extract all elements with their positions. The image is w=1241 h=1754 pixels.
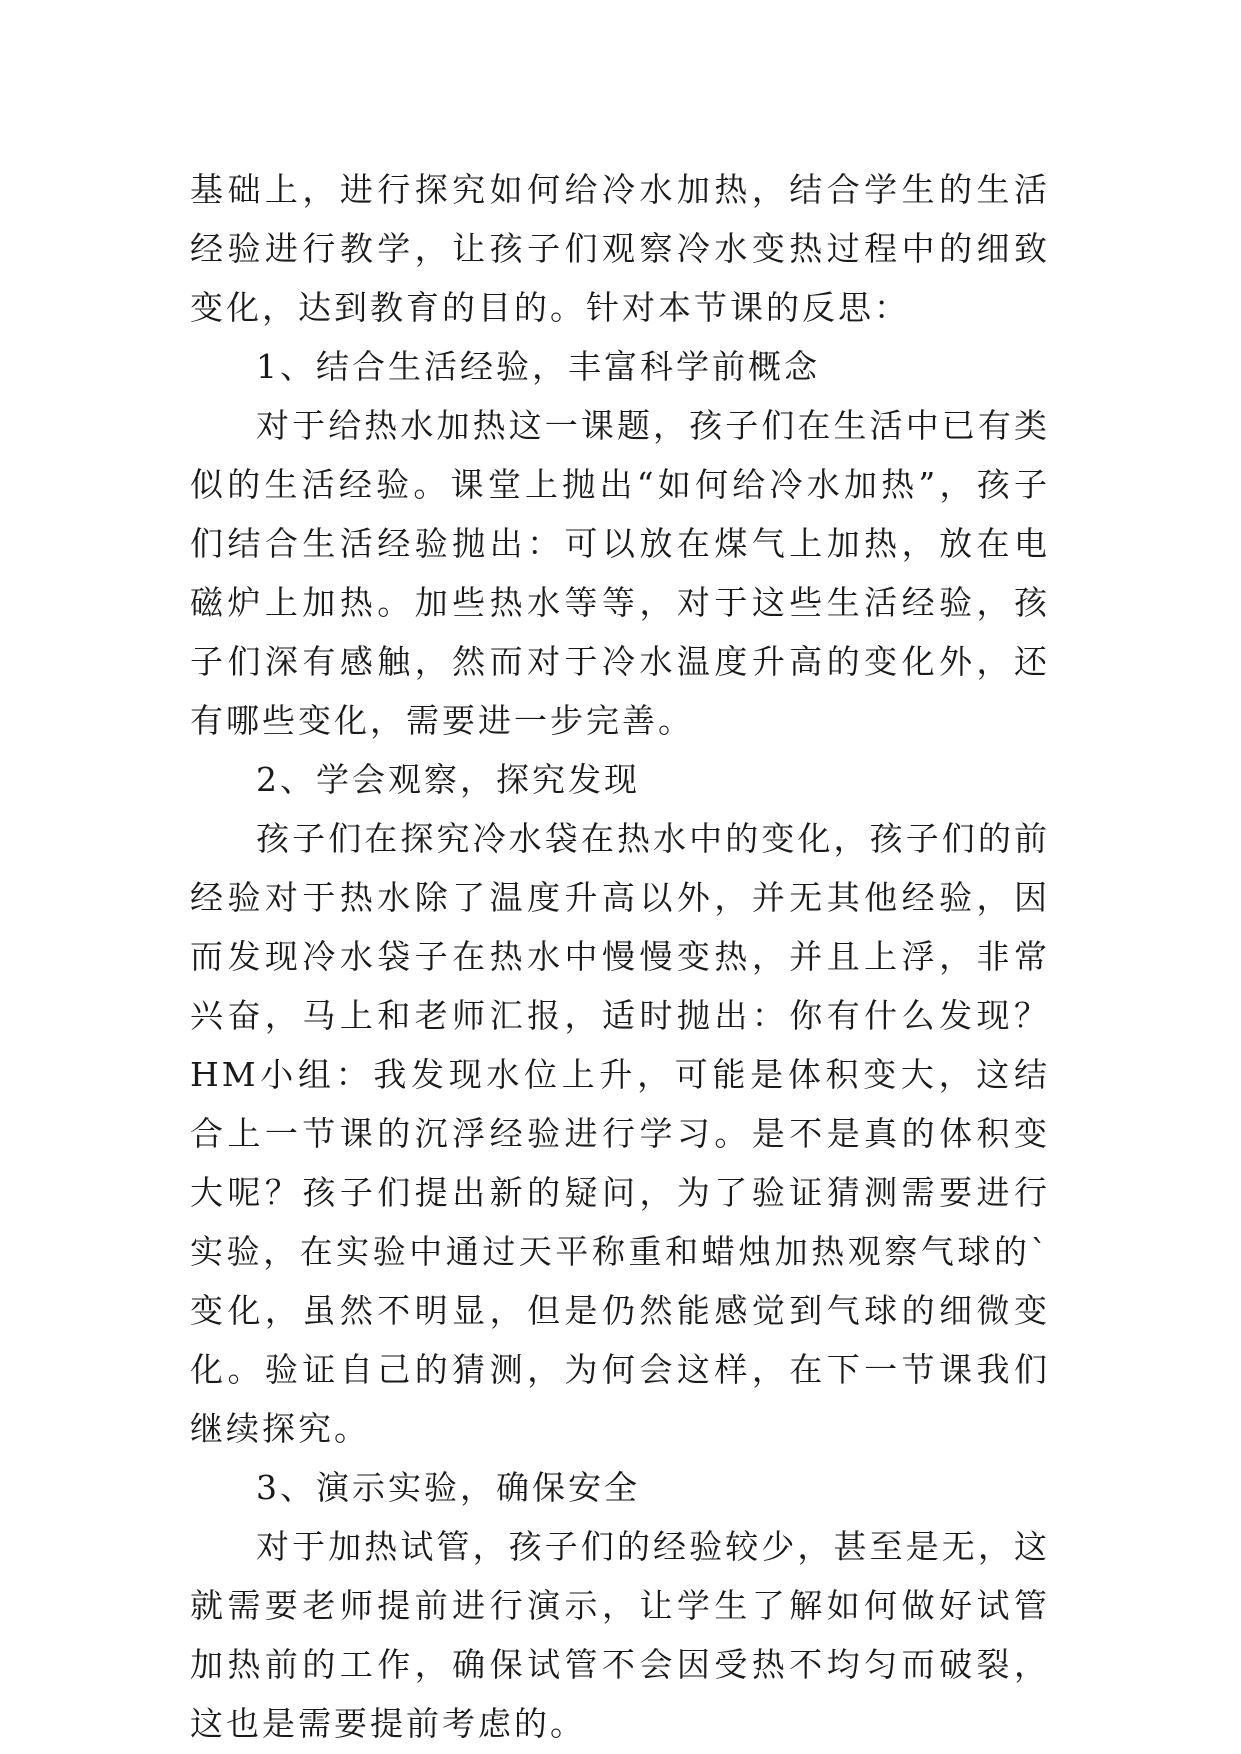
section-heading-2: 2、学会观察，探究发现 [256, 760, 640, 799]
section-heading-1: 1、结合生活经验，丰富科学前概念 [256, 347, 820, 386]
paragraph-section-3: 对于加热试管，孩子们的经验较少，甚至是无，这就需要老师提前进行演示，让学生了解如何做好试管加热前的工作，确保试管不会因受热不均匀而破裂，这也是需要提前考虑的。 [190, 1527, 1050, 1743]
section-heading-3: 3、演示实验，确保安全 [256, 1468, 640, 1507]
paragraph-section-2: 孩子们在探究冷水袋在热水中的变化，孩子们的前经验对于热水除了温度升高以外，并无其他经验，因而发现冷水袋子在热水中慢慢变热，并且上浮，非常兴奋，马上和老师汇报，适时抛出：你有什么发现？HM小组：我发现水位上升，可能是体积变大，这结合上一节课的沉浮经验进行学习。是不是真的体积变大呢？孩子们提出新的疑问，为了验证猜测需要进行实验，在实验中通过天平称重和蜡烛加热观察气球的`变化，虽然不明显，但是仍然能感觉到气球的细微变化。验证自己的猜测，为何会这样，在下一节课我们继续探究。 [190, 819, 1050, 1448]
document-body [190, 160, 1050, 1753]
paragraph-continued: 基础上，进行探究如何给冷水加热，结合学生的生活经验进行教学，让孩子们观察冷水变热过程中的细致变化，达到教育的目的。针对本节课的反思： [190, 170, 1050, 327]
paragraph-section-1: 对于给热水加热这一课题，孩子们在生活中已有类似的生活经验。课堂上抛出“如何给冷水加热”，孩子们结合生活经验抛出：可以放在煤气上加热，放在电磁炉上加热。加些热水等等，对于这些生活经验，孩子们深有感触，然而对于冷水温度升高的变化外，还有哪些变化，需要进一步完善。 [190, 406, 1050, 740]
